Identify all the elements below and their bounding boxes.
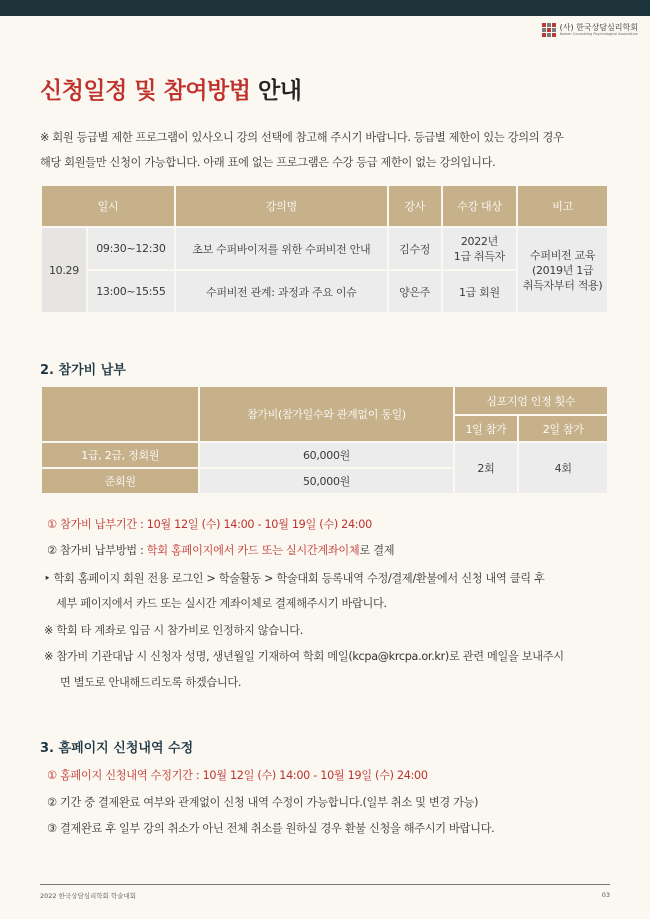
logo-icon bbox=[542, 23, 556, 37]
schedule-table bbox=[40, 184, 609, 314]
payment-note-b1: ※ 참가비 기관대납 시 신청자 성명, 생년월일 기재하여 학회 메일(kcpa@krcpa.or.kr)로 관련 메일을 보내주시 bbox=[44, 650, 564, 663]
society-logo bbox=[542, 23, 638, 37]
target-cell bbox=[442, 227, 518, 270]
target-line-2: 1급 취득자 bbox=[453, 249, 505, 263]
time-cell: 09:30~12:30 bbox=[87, 227, 175, 270]
target-line-1: 2022년 bbox=[460, 234, 498, 248]
header-day2: 2일 참가 bbox=[518, 415, 608, 442]
header-datetime: 일시 bbox=[41, 185, 175, 227]
payment-method-highlight: 학회 홈페이지에서 카드 또는 실시간계좌이체 bbox=[146, 544, 360, 557]
payment-note-b2: 면 별도로 안내해드리도록 하겠습니다. bbox=[60, 676, 242, 689]
section-3-heading: 3. 홈페이지 신청내역 수정 bbox=[40, 741, 194, 756]
section-2-heading: 2. 참가비 납부 bbox=[40, 363, 126, 378]
header-lecture: 강의명 bbox=[175, 185, 388, 227]
edit-period: ① 홈페이지 신청내역 수정기간 : 10월 12일 (수) 14:00 - 10월 19일 (수) 24:00 bbox=[47, 769, 428, 782]
top-bar bbox=[0, 0, 650, 16]
footer-divider bbox=[40, 884, 610, 885]
payment-period: ① 참가비 납부기간 : 10월 12일 (수) 14:00 - 10월 19일 (수) 24:00 bbox=[47, 518, 372, 531]
logo-korean-name: (사) 한국상담심리학회 bbox=[559, 22, 638, 32]
count-day1-cell: 2회 bbox=[454, 442, 519, 494]
notice-line-2: 해당 회원들만 신청이 가능합니다. 아래 표에 없는 프로그램은 수강 등급 제한이 없는 강의입니다. bbox=[40, 156, 496, 169]
page-title bbox=[40, 72, 301, 105]
target-cell: 1급 회원 bbox=[442, 270, 518, 313]
fee-table-corner bbox=[41, 386, 199, 442]
count-day2-cell: 4회 bbox=[518, 442, 608, 494]
note-cell bbox=[517, 227, 608, 313]
edit-info: ② 기간 중 결제완료 여부와 관계없이 신청 내역 수정이 가능합니다.(일부 취소 및 변경 가능) bbox=[47, 796, 479, 809]
payment-note-a: ※ 학회 타 계좌로 입금 시 참가비로 인정하지 않습니다. bbox=[44, 624, 304, 637]
fee-cell: 50,000원 bbox=[199, 468, 453, 494]
member-cell: 1급, 2급, 정회원 bbox=[41, 442, 199, 468]
header-target: 수강 대상 bbox=[442, 185, 518, 227]
page-number: 03 bbox=[601, 891, 610, 899]
payment-method-prefix: ② 참가비 납부방법 : bbox=[47, 544, 147, 557]
lecturer-cell: 양은주 bbox=[388, 270, 442, 313]
fee-cell: 60,000원 bbox=[199, 442, 453, 468]
payment-method-suffix: 로 결제 bbox=[359, 544, 395, 557]
note-line-1: 수퍼비전 교육 bbox=[530, 248, 596, 262]
lecturer-cell: 김수정 bbox=[388, 227, 442, 270]
header-note: 비고 bbox=[517, 185, 608, 227]
lecture-cell: 초보 수퍼바이저를 위한 수퍼비전 안내 bbox=[175, 227, 388, 270]
payment-detail-1: ‣ 학회 홈페이지 회원 전용 로그인 > 학술활동 > 학술대회 등록내역 수정/결제/환불에서 신청 내역 클릭 후 bbox=[44, 572, 545, 585]
page-title-rest: 안내 bbox=[258, 78, 302, 104]
date-cell: 10.29 bbox=[41, 227, 87, 313]
symposium-header: 심포지엄 인정 횟수 bbox=[454, 386, 608, 415]
note-line-2: (2019년 1급 bbox=[531, 263, 594, 277]
header-lecturer: 강사 bbox=[388, 185, 442, 227]
payment-detail-2: 세부 페이지에서 카드 또는 실시간 계좌이체로 결제해주시기 바랍니다. bbox=[56, 597, 387, 610]
time-cell: 13:00~15:55 bbox=[87, 270, 175, 313]
lecture-cell: 수퍼비전 관계: 과정과 주요 이슈 bbox=[175, 270, 388, 313]
page-title-highlight: 신청일정 및 참여방법 bbox=[40, 78, 251, 104]
payment-method bbox=[47, 542, 394, 558]
refund-info: ③ 결제완료 후 일부 강의 취소가 아닌 전체 취소를 원하실 경우 환불 신청을 해주시기 바랍니다. bbox=[47, 822, 495, 835]
logo-english-name: Korean Counseling Psychological Association bbox=[559, 31, 638, 36]
notice-line-1: ※ 회원 등급별 제한 프로그램이 있사오니 강의 선택에 참고해 주시기 바랍니다. 등급별 제한이 있는 강의의 경우 bbox=[40, 131, 564, 144]
header-day1: 1일 참가 bbox=[454, 415, 519, 442]
footer-title: 2022 한국상담심리학회 학술대회 bbox=[40, 892, 137, 900]
note-line-3: 취득자부터 적용) bbox=[522, 278, 603, 292]
member-cell: 준회원 bbox=[41, 468, 199, 494]
fee-table bbox=[40, 385, 609, 495]
fee-header: 참가비(참가일수와 관계없이 동일) bbox=[199, 386, 453, 442]
